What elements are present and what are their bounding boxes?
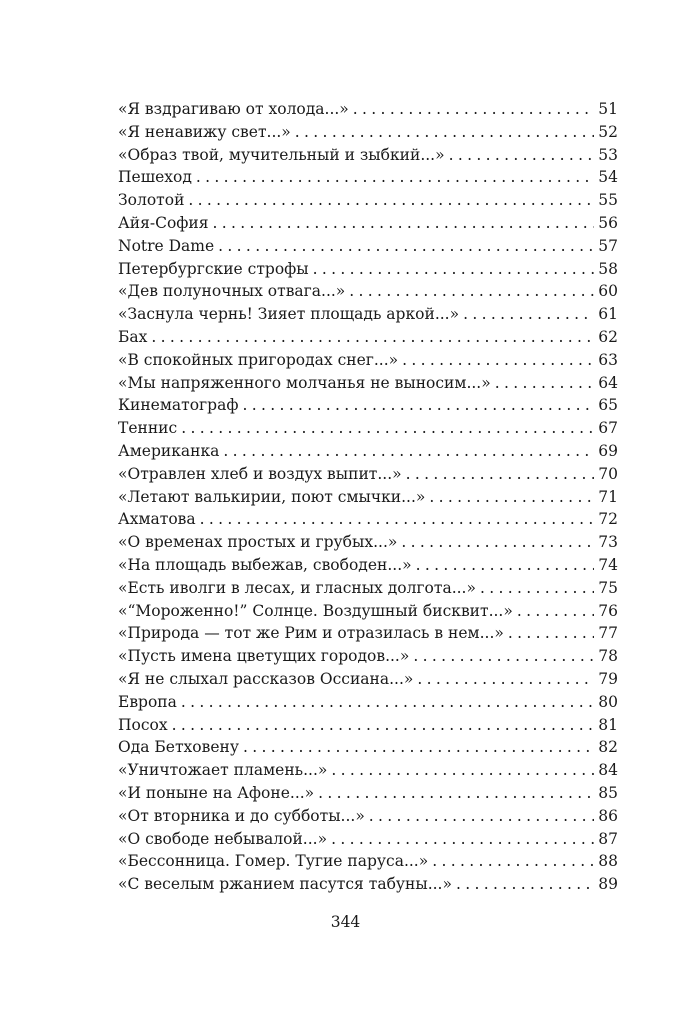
- dot-leader: [353, 98, 594, 121]
- toc-entry-page: 80: [598, 692, 618, 711]
- toc-entry-page: 64: [598, 373, 618, 392]
- toc-entry: [118, 349, 618, 372]
- toc-entry-page: 51: [598, 100, 618, 118]
- toc-entry-title: «И поныне на Афоне...»: [118, 783, 315, 802]
- toc-entry-title: Посох: [118, 715, 168, 734]
- dot-leader: [406, 463, 595, 486]
- toc-entry-page: 88: [598, 852, 618, 871]
- toc-entry: [118, 372, 618, 395]
- toc-entry-title: Ахматова: [118, 510, 196, 529]
- toc-entry: [118, 759, 618, 782]
- toc-entry: [118, 258, 618, 281]
- toc-entry-title: «От вторника и до субботы...»: [118, 806, 365, 825]
- toc-entry: [118, 463, 618, 486]
- dot-leader: [181, 417, 594, 440]
- dot-leader: [432, 850, 594, 873]
- toc-entry-title: «Летают валькирии, поют смычки...»: [118, 487, 426, 506]
- toc-entry: [118, 212, 618, 235]
- toc-entry: [118, 394, 618, 417]
- toc-entry-title: «Я ненавижу свет...»: [118, 122, 291, 141]
- toc-entry: [118, 668, 618, 691]
- toc-entry: [118, 645, 618, 668]
- toc-entry-title: «Уничтожает пламень...»: [118, 761, 328, 780]
- toc-entry-title: «Мы напряженного молчанья не выносим...»: [118, 373, 491, 392]
- dot-leader: [151, 326, 594, 349]
- toc-entry-title: «На площадь выбежав, свободен...»: [118, 555, 412, 574]
- dot-leader: [369, 805, 594, 828]
- toc-entry-title: Бах: [118, 327, 148, 346]
- dot-leader: [172, 714, 595, 737]
- dot-leader: [463, 303, 594, 326]
- toc-entry: [118, 440, 618, 463]
- toc-entry-page: 75: [598, 578, 618, 597]
- toc-entry-page: 73: [598, 533, 618, 552]
- toc-entry-page: 54: [598, 168, 618, 187]
- dot-leader: [449, 144, 595, 167]
- toc-entry-title: «Я не слыхал рассказов Оссиана...»: [118, 669, 414, 688]
- toc-entry-title: «Дев полуночных отвага...»: [118, 282, 346, 301]
- toc-entry: [118, 166, 618, 189]
- toc-entry-page: 70: [598, 464, 618, 483]
- toc-entry: [118, 805, 618, 828]
- toc-entry: [118, 691, 618, 714]
- toc-entry-page: 69: [598, 441, 618, 460]
- toc-entry-page: 79: [598, 669, 618, 688]
- toc-entry-page: 74: [598, 555, 618, 574]
- toc-entry-title: «Природа — тот же Рим и отразилась в нем...»: [118, 624, 504, 643]
- toc-entry-page: 84: [598, 761, 618, 780]
- toc-entry: [118, 531, 618, 554]
- toc-entry-title: «С веселым ржанием пасутся табуны...»: [118, 875, 452, 894]
- toc-entry-title: «Есть иволги в лесах, и гласных долгота...»: [118, 578, 476, 597]
- dot-leader: [480, 577, 594, 600]
- toc-entry-title: «Отравлен хлеб и воздух выпит...»: [118, 464, 402, 483]
- dot-leader: [196, 166, 594, 189]
- toc-entry-page: 67: [598, 419, 618, 438]
- toc-entry: [118, 121, 618, 144]
- dot-leader: [349, 280, 594, 303]
- dot-leader: [413, 645, 594, 668]
- dot-leader: [242, 394, 594, 417]
- toc-entry-title: Европа: [118, 692, 177, 711]
- toc-entry: [118, 736, 618, 759]
- toc-entry-title: «Пусть имена цветущих городов...»: [118, 647, 410, 666]
- toc-entry-page: 56: [598, 213, 618, 232]
- toc-entry-title: Американка: [118, 441, 220, 460]
- toc-entry-title: «Образ твой, мучительный и зыбкий...»: [118, 145, 445, 164]
- toc-entry: [118, 417, 618, 440]
- toc-entry: [118, 873, 618, 896]
- toc-entry-title: «В спокойных пригородах снег...»: [118, 350, 399, 369]
- toc-entry: [118, 326, 618, 349]
- toc-entry-title: Золотой: [118, 191, 185, 210]
- toc-entry-title: «О свободе небывалой...»: [118, 829, 328, 848]
- dot-leader: [331, 828, 594, 851]
- toc-entry-page: 58: [598, 259, 618, 278]
- toc-entry-page: 60: [598, 282, 618, 301]
- toc-entry-page: 87: [598, 829, 618, 848]
- dot-leader: [181, 691, 594, 714]
- toc-entry: [118, 144, 618, 167]
- dot-leader: [331, 759, 594, 782]
- dot-leader: [313, 258, 595, 281]
- dot-leader: [517, 600, 594, 623]
- dot-leader: [508, 622, 594, 645]
- toc-entry-page: 89: [598, 875, 618, 894]
- dot-leader: [417, 668, 594, 691]
- dot-leader: [495, 372, 595, 395]
- toc-entry: [118, 508, 618, 531]
- toc-entry-page: 62: [598, 327, 618, 346]
- toc-entry-title: «О временах простых и грубых...»: [118, 533, 398, 552]
- toc-entry-title: Пешеход: [118, 168, 192, 187]
- toc-entry-title: «Заснула чернь! Зияет площадь аркой...»: [118, 305, 460, 324]
- toc-entry-page: 81: [598, 715, 618, 734]
- dot-leader: [243, 736, 594, 759]
- toc-entry: [118, 303, 618, 326]
- toc-entry: [118, 714, 618, 737]
- toc-entry: [118, 554, 618, 577]
- toc-entry: [118, 486, 618, 509]
- toc-entry-title: «“Мороженно!” Солнце. Воздушный бисквит...»: [118, 601, 513, 620]
- dot-leader: [188, 189, 594, 212]
- toc-entry: [118, 622, 618, 645]
- toc-entry-page: 77: [598, 624, 618, 643]
- toc-entry-page: 72: [598, 510, 618, 529]
- toc-entry-title: Кинематограф: [118, 396, 239, 415]
- toc-entry: [118, 782, 618, 805]
- toc-entry-page: 61: [598, 305, 618, 324]
- toc-entry-title: Ода Бетховену: [118, 738, 239, 757]
- toc-entry-page: 71: [598, 487, 618, 506]
- dot-leader: [402, 349, 594, 372]
- toc-entry-title: Notre Dame: [118, 236, 215, 255]
- dot-leader: [429, 486, 594, 509]
- dot-leader: [200, 508, 595, 531]
- dot-leader: [218, 235, 594, 258]
- dot-leader: [416, 554, 595, 577]
- toc-entry-page: 57: [598, 236, 618, 255]
- dot-leader: [456, 873, 594, 896]
- toc-entry-page: 85: [598, 783, 618, 802]
- toc-entry-page: 55: [598, 191, 618, 210]
- table-of-contents: [118, 98, 618, 896]
- dot-leader: [213, 212, 595, 235]
- dot-leader: [401, 531, 594, 554]
- toc-entry: [118, 577, 618, 600]
- toc-entry-title: Теннис: [118, 419, 178, 438]
- toc-entry-page: 86: [598, 806, 618, 825]
- toc-entry: [118, 98, 618, 121]
- dot-leader: [295, 121, 594, 144]
- page-number: 344: [330, 913, 361, 931]
- toc-entry: [118, 828, 618, 851]
- toc-entry: [118, 600, 618, 623]
- dot-leader: [318, 782, 594, 805]
- toc-entry-title: Айя-София: [118, 213, 209, 232]
- toc-entry-page: 52: [598, 122, 618, 141]
- toc-entry-title: «Я вздрагиваю от холода...»: [118, 100, 349, 118]
- toc-entry: [118, 280, 618, 303]
- dot-leader: [223, 440, 594, 463]
- toc-entry-page: 78: [598, 647, 618, 666]
- toc-entry-page: 76: [598, 601, 618, 620]
- toc-entry: [118, 850, 618, 873]
- toc-entry: [118, 189, 618, 212]
- toc-entry-page: 63: [598, 350, 618, 369]
- toc-entry: [118, 235, 618, 258]
- toc-entry-page: 82: [598, 738, 618, 757]
- toc-entry-title: «Бессонница. Гомер. Тугие паруса...»: [118, 852, 429, 871]
- toc-entry-page: 65: [598, 396, 618, 415]
- toc-entry-page: 53: [598, 145, 618, 164]
- toc-entry-title: Петербургские строфы: [118, 259, 309, 278]
